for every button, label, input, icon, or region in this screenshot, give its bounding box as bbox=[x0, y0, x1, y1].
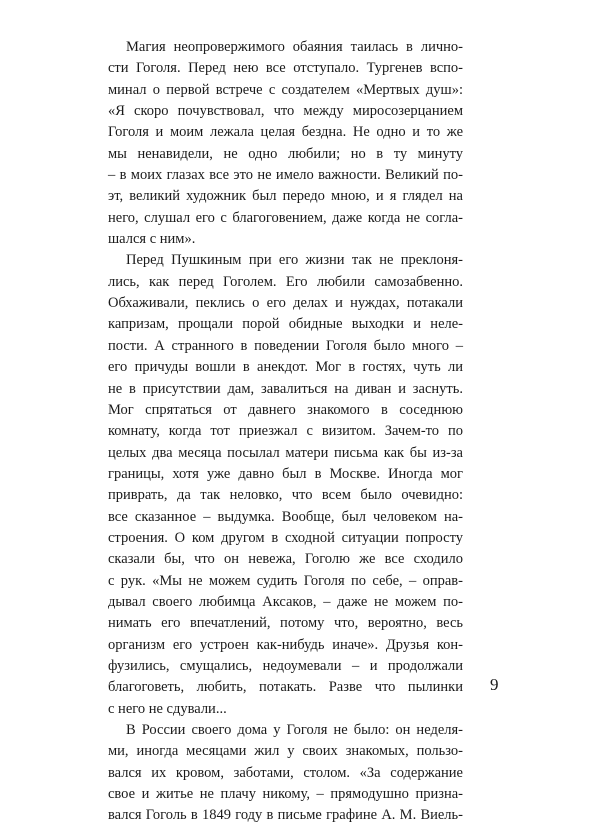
text-line: Магия неопровержимого обаяния таилась в лично- bbox=[126, 39, 463, 55]
text-line: лись, как перед Гоголем. Его любили самозабвенно. bbox=[108, 273, 463, 290]
text-line: сти Гоголя. Перед нею все отступало. Тургенев вспо- bbox=[108, 60, 463, 77]
page-number: 9 bbox=[490, 675, 499, 694]
text-line: фузились, смущались, недоумевали – и продолжали bbox=[108, 657, 463, 674]
text-line: комнату, когда тот приезжал с визитом. Зачем-то по bbox=[108, 423, 463, 440]
text-line: ми, иногда месяцами жил у своих знакомых, пользо- bbox=[108, 743, 463, 760]
text-line: мы ненавидели, не одно любили; но в ту минуту bbox=[108, 145, 463, 162]
text-line: свое и житье не плачу никому, – прямодушно призна- bbox=[108, 786, 463, 803]
text-line: сказали бы, что он невежа, Гоголю же все сходило bbox=[108, 551, 463, 568]
text-line: его причуды вошли в анекдот. Мог в гостях, чуть ли bbox=[108, 359, 463, 376]
text-line: границы, хотя уже давно был в Москве. Иногда мог bbox=[108, 465, 463, 482]
text-line: целых два месяца посылал матери письма как бы из-за bbox=[108, 444, 463, 461]
text-line: нимать его впечатлений, потому что, вероятно, весь bbox=[108, 615, 463, 632]
text-line: вался их кровом, заботами, столом. «За содержание bbox=[108, 764, 463, 781]
text-line: организм его устроен как-нибудь иначе». Друзья кон- bbox=[108, 636, 463, 653]
text-line: В России своего дома у Гоголя не было: он неделя- bbox=[126, 722, 463, 738]
text-line: капризам, прощали порой обидные выходки и неле- bbox=[108, 316, 463, 333]
text-line: вался Гоголь в 1849 году в письме графине А. М. Виель- bbox=[108, 807, 463, 824]
text-line: Гоголя и моим лежала целая бездна. Не одно и то же bbox=[108, 124, 463, 141]
text-line: строения. О ком другом в сходной ситуации попросту bbox=[108, 529, 463, 546]
text-line: него, слушал его с благоговением, даже когда не согла- bbox=[108, 209, 463, 226]
text-line: не в присутствии дам, завалиться на диван и заснуть. bbox=[108, 380, 463, 397]
text-line: с рук. «Мы не можем судить Гоголя по себе, – оправ- bbox=[108, 572, 463, 589]
text-line: Перед Пушкиным при его жизни так не преклоня- bbox=[126, 252, 463, 269]
text-line: благоговеть, любить, потакать. Разве что пылинки bbox=[108, 679, 463, 696]
text-line: шался с ним». bbox=[108, 231, 196, 248]
text-line: – в моих глазах все это не имело важности. Великий по- bbox=[108, 167, 463, 184]
text-line: Обхаживали, пеклись о его делах и нуждах, потакали bbox=[108, 295, 463, 312]
text-line: приврать, да так неловко, что всем было очевидно: bbox=[108, 487, 463, 504]
text-line: все сказанное – выдумка. Вообще, был человеком на- bbox=[108, 508, 463, 525]
body-text bbox=[108, 37, 463, 827]
text-line: эт, великий художник был передо мною, и я глядел на bbox=[108, 188, 463, 205]
text-line: пости. А странного в поведении Гоголя было много – bbox=[108, 337, 463, 354]
text-line: «Я скоро почувствовал, что между миросозерцанием bbox=[108, 103, 463, 120]
text-line: дывал своего любимца Аксаков, – даже не можем по- bbox=[108, 593, 463, 610]
text-line: Мог спрятаться от давнего знакомого в соседнюю bbox=[108, 401, 463, 418]
text-line: минал о первой встрече с создателем «Мертвых душ»: bbox=[108, 81, 463, 98]
text-line: с него не сдували... bbox=[108, 700, 227, 717]
